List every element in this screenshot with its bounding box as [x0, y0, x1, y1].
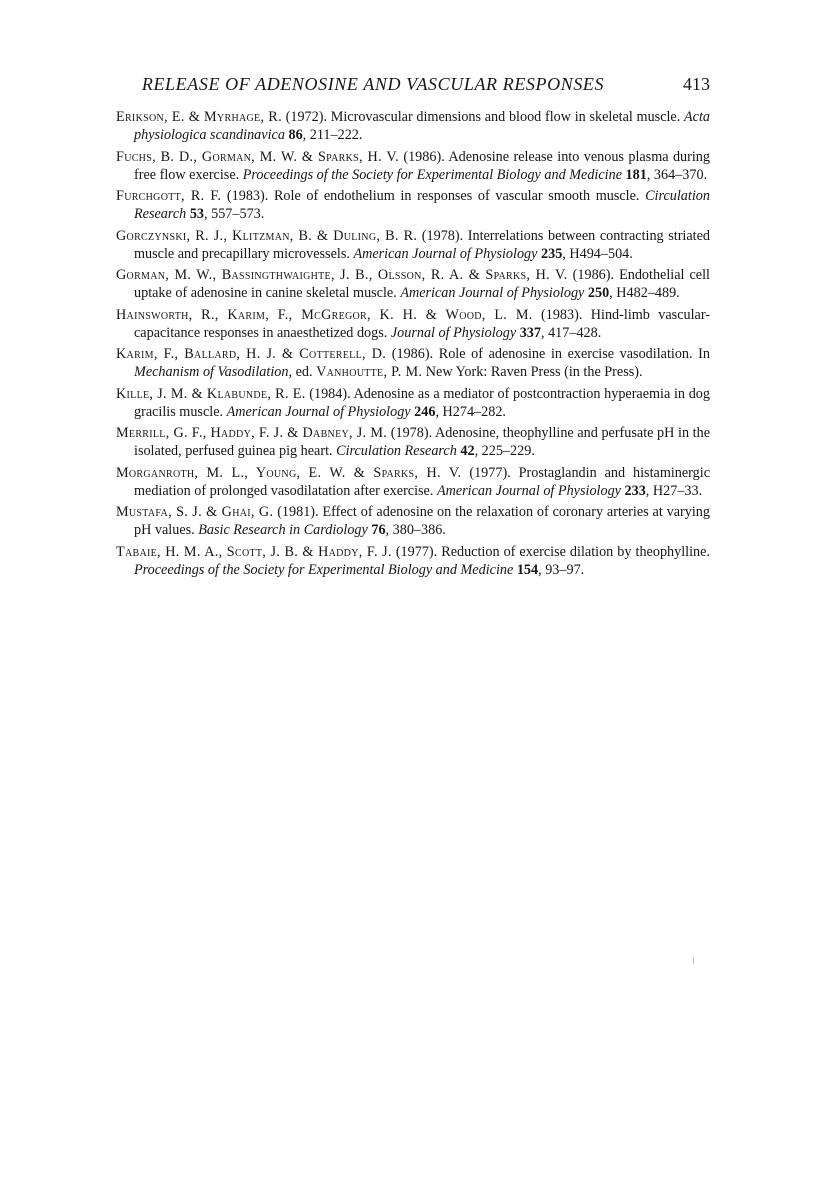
- reference-list: [116, 108, 710, 582]
- reference-item: [116, 266, 710, 302]
- reference-pages: , H27–33.: [645, 482, 703, 499]
- reference-volume: 76: [371, 522, 386, 538]
- reference-item: [116, 503, 710, 539]
- reference-journal: Circulation Research: [134, 188, 710, 222]
- reference-volume: 42: [460, 443, 475, 459]
- reference-item: [116, 108, 710, 144]
- reference-journal: Circulation Research: [336, 443, 457, 459]
- reference-authors: Furchgott, R. F.: [116, 188, 222, 204]
- reference-pages: , 417–428.: [540, 324, 602, 341]
- reference-journal: Proceedings of the Society for Experimental Biology and Medicine: [134, 561, 514, 578]
- reference-journal: Journal of Physiology: [390, 324, 517, 341]
- reference-volume: 181: [625, 166, 647, 183]
- page-number: 413: [683, 74, 710, 94]
- reference-year-title: (1983). Role of endothelium in responses of vascular smooth muscle.: [221, 188, 646, 204]
- reference-year-title: (1972). Microvascular dimensions and blood flow in skeletal muscle.: [281, 109, 684, 125]
- reference-pages: , 93–97.: [538, 561, 585, 578]
- reference-pages: , 557–573.: [204, 206, 265, 222]
- reference-volume: 53: [189, 206, 204, 222]
- reference-journal: American Journal of Physiology: [400, 285, 585, 301]
- reference-year-title: (1986). Role of adenosine in exercise vasodilation. In: [386, 346, 710, 362]
- reference-year-title: (1978). Interrelations between contracting striated muscle and precapillary microvessels.: [134, 227, 710, 262]
- reference-authors: Erikson, E. & Myrhage, R.: [116, 109, 282, 125]
- reference-pages: , 211–222.: [302, 127, 363, 143]
- reference-volume: 235: [541, 245, 563, 262]
- reference-item: [116, 148, 710, 184]
- reference-journal: American Journal of Physiology: [226, 403, 411, 420]
- reference-year-title: (1986). Adenosine release into venous plasma during free flow exercise.: [134, 148, 710, 183]
- reference-year-title: (1978). Adenosine, theophylline and perfusate pH in the isolated, perfused guinea pig heart.: [134, 425, 710, 459]
- reference-authors: Gorczynski, R. J., Klitzman, B. & Duling, B. R.: [116, 227, 418, 244]
- reference-item: [116, 187, 710, 223]
- reference-pages: , 380–386.: [385, 522, 446, 538]
- reference-item: [116, 227, 710, 263]
- reference-authors: Gorman, M. W., Bassingthwaighte, J. B., Olsson, R. A. & Sparks, H. V.: [116, 267, 568, 283]
- reference-authors: Fuchs, B. D., Gorman, M. W. & Sparks, H. V.: [116, 148, 399, 165]
- reference-pages: , 225–229.: [474, 443, 535, 459]
- reference-journal: American Journal of Physiology: [353, 245, 538, 262]
- reference-journal: Basic Research in Cardiology: [198, 522, 368, 538]
- reference-volume: 250: [587, 285, 610, 301]
- reference-volume: 154: [516, 561, 539, 578]
- running-title: RELEASE OF ADENOSINE AND VASCULAR RESPONSES: [141, 74, 605, 94]
- reference-year-title: (1977). Reduction of exercise dilation by theophylline.: [391, 543, 710, 560]
- reference-authors: Merrill, G. F., Haddy, F. J. & Dabney, J. M.: [116, 425, 388, 441]
- reference-publisher: New York: Raven Press (in the Press).: [422, 364, 643, 380]
- reference-editor: Vanhoutte, P. M.: [316, 364, 423, 380]
- reference-journal: Proceedings of the Society for Experimental Biology and Medicine: [242, 166, 622, 183]
- reference-item: [116, 464, 710, 500]
- reference-year-title: (1983). Hind-limb vascular-capacitance responses in anaesthetized dogs.: [134, 306, 710, 341]
- reference-pages: , H494–504.: [562, 245, 633, 262]
- reference-journal: American Journal of Physiology: [436, 482, 621, 499]
- reference-year-title: (1986). Endothelial cell uptake of adenosine in canine skeletal muscle.: [134, 267, 710, 301]
- scan-mark: [693, 958, 694, 964]
- reference-pages: , 364–370.: [646, 166, 708, 183]
- reference-authors: Mustafa, S. J. & Ghai, G.: [116, 504, 274, 520]
- reference-item: [116, 385, 710, 421]
- reference-authors: Tabaie, H. M. A., Scott, J. B. & Haddy, F. J.: [116, 543, 392, 560]
- reference-year-title: (1977). Prostaglandin and histaminergic mediation of prolonged vasodilatation after exercise.: [134, 464, 710, 499]
- reference-item: [116, 345, 710, 381]
- reference-authors: Kille, J. M. & Klabunde, R. E.: [116, 385, 306, 402]
- reference-pages: , ed.: [288, 364, 317, 380]
- reference-pages: , H274–282.: [435, 403, 506, 420]
- reference-volume: 337: [519, 324, 541, 341]
- reference-authors: Karim, F., Ballard, H. J. & Cotterell, D.: [116, 346, 387, 362]
- reference-volume: 233: [624, 482, 646, 499]
- reference-authors: Morganroth, M. L., Young, E. W. & Sparks, H. V.: [116, 464, 462, 481]
- reference-item: [116, 543, 710, 579]
- page-header: [116, 72, 710, 96]
- reference-volume: 86: [288, 127, 303, 143]
- reference-volume: 246: [414, 403, 436, 420]
- reference-journal: Acta physiologica scandinavica: [134, 109, 710, 143]
- reference-item: [116, 424, 710, 460]
- reference-book-title: Mechanism of Vasodilation: [134, 364, 289, 380]
- reference-authors: Hainsworth, R., Karim, F., McGregor, K. H. & Wood, L. M.: [116, 306, 533, 323]
- reference-pages: , H482–489.: [609, 285, 680, 301]
- reference-year-title: (1984). Adenosine as a mediator of postcontraction hyperaemia in dog gracilis muscle.: [134, 385, 710, 420]
- reference-item: [116, 306, 710, 342]
- reference-year-title: (1981). Effect of adenosine on the relaxation of coronary arteries at varying pH values.: [134, 504, 710, 538]
